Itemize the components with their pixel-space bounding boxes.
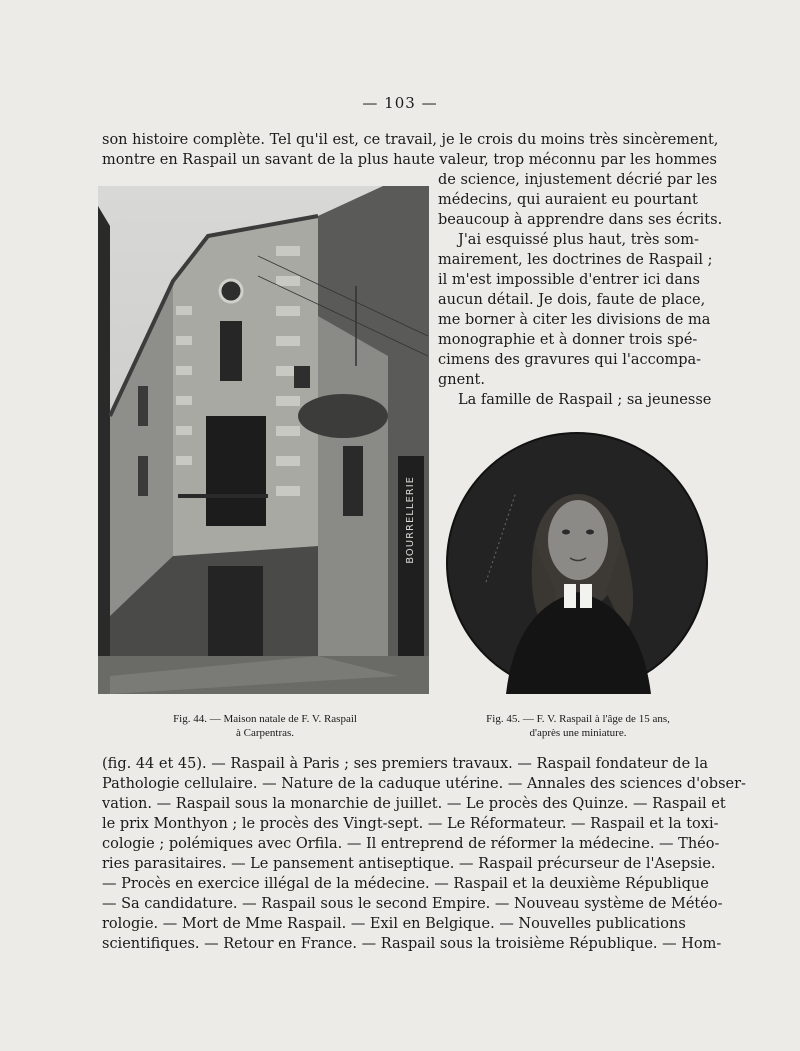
page-number: — 103 — bbox=[362, 94, 438, 112]
text-line: montre en Raspail un savant de la plus haute valeur, trop méconnu par les hommes bbox=[102, 152, 717, 168]
text-line: vation. — Raspail sous la monarchie de juillet. — Le procès des Quinze. — Raspail et bbox=[102, 796, 726, 812]
caption-line: d'après une miniature. bbox=[529, 727, 627, 739]
bottom-paragraph bbox=[102, 754, 746, 954]
figure-45-caption bbox=[448, 712, 708, 740]
text-line: scientifiques. — Retour en France. — Raspail sous la troisième République. — Hom- bbox=[102, 936, 722, 952]
figure-45-miniature bbox=[446, 432, 708, 694]
text-line: cologie ; polémiques avec Orfila. — Il entreprend de réformer la médecine. — Théo- bbox=[102, 836, 720, 852]
text-line: ries parasitaires. — Le pansement antiseptique. — Raspail précurseur de l'Asepsie. bbox=[102, 856, 716, 872]
text-line: (fig. 44 et 45). — Raspail à Paris ; ses premiers travaux. — Raspail fondateur de la bbox=[102, 756, 709, 772]
text-line: — Sa candidature. — Raspail sous le second Empire. — Nouveau système de Météo- bbox=[102, 896, 723, 912]
right-column-text bbox=[438, 170, 723, 410]
text-line: — Procès en exercice illégal de la médecine. — Raspail et la deuxième République bbox=[102, 876, 709, 892]
caption-line: à Carpentras. bbox=[235, 727, 295, 739]
text-line: mairement, les doctrines de Raspail ; bbox=[438, 252, 713, 268]
text-line: aucun détail. Je dois, faute de place, bbox=[438, 292, 706, 308]
text-line: La famille de Raspail ; sa jeunesse bbox=[458, 392, 712, 408]
text-line: le prix Monthyon ; le procès des Vingt-sept. — Le Réformateur. — Raspail et la toxi- bbox=[102, 816, 719, 832]
text-line: monographie et à donner trois spé- bbox=[438, 332, 698, 348]
text-line: de science, injustement décrié par les bbox=[438, 172, 718, 188]
text-line: il m'est impossible d'entrer ici dans bbox=[438, 272, 700, 288]
text-line: rologie. — Mort de Mme Raspail. — Exil en Belgique. — Nouvelles publications bbox=[102, 916, 686, 932]
figure-44-photo bbox=[98, 186, 429, 694]
top-paragraph bbox=[102, 130, 719, 170]
shop-sign-text: BOURRELLERIE bbox=[405, 476, 416, 564]
house-illustration bbox=[98, 186, 429, 694]
caption-line: Fig. 44. — Maison natale de F. V. Raspail bbox=[173, 713, 357, 725]
text-line: me borner à citer les divisions de ma bbox=[438, 312, 711, 328]
text-line: J'ai esquissé plus haut, très som- bbox=[458, 232, 699, 248]
text-line: beaucoup à apprendre dans ses écrits. bbox=[438, 212, 723, 228]
caption-line: Fig. 45. — F. V. Raspail à l'âge de 15 ans, bbox=[486, 713, 670, 725]
figure-44-caption bbox=[100, 712, 430, 740]
text-line: son histoire complète. Tel qu'il est, ce travail, je le crois du moins très sincèrement, bbox=[102, 132, 719, 148]
text-line: gnent. bbox=[438, 372, 485, 388]
text-line: médecins, qui auraient eu pourtant bbox=[438, 192, 698, 208]
text-line: Pathologie cellulaire. — Nature de la caduque utérine. — Annales des sciences d'obser- bbox=[102, 776, 746, 792]
portrait-miniature bbox=[446, 432, 708, 694]
text-line: cimens des gravures qui l'accompa- bbox=[438, 352, 702, 368]
